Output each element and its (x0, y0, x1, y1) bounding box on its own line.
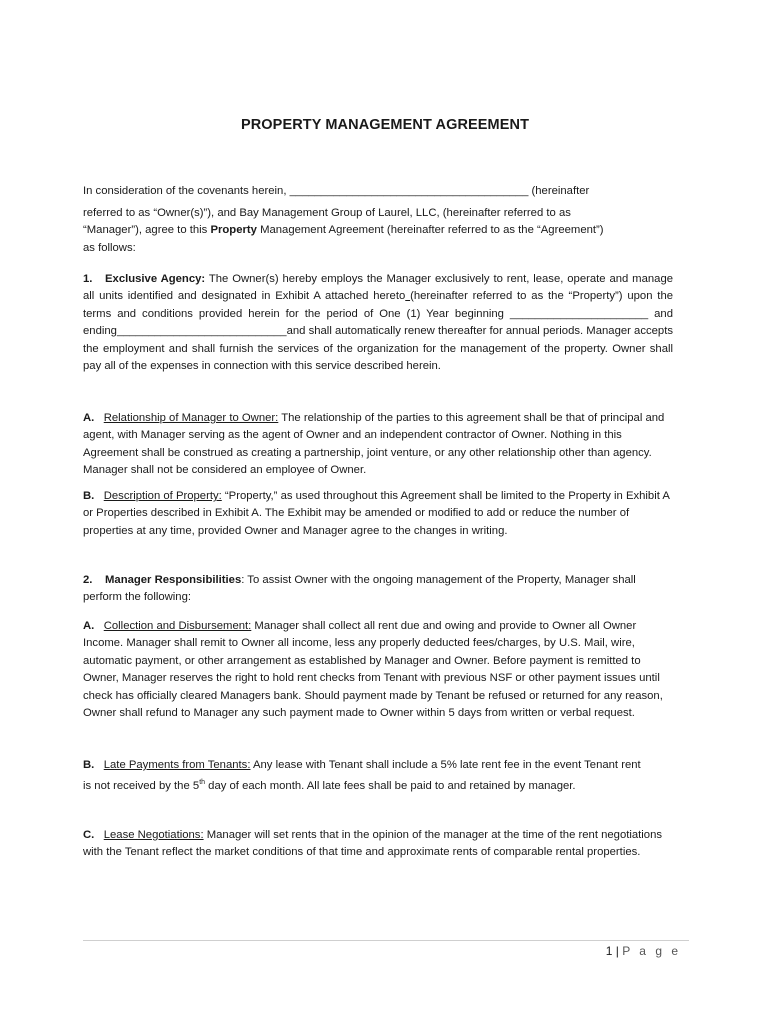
page-number: 1 (605, 944, 613, 958)
intro-rest-2: Management Agreement (hereinafter referred to as the “Agreement”) as follows: (83, 224, 604, 254)
section-heading: Exclusive Agency: (105, 273, 206, 285)
document-title: PROPERTY MANAGEMENT AGREEMENT (240, 117, 530, 133)
subsection-label: B. (83, 759, 95, 771)
section-text: and shall automatically renew thereafter for annual periods. Manager accepts the employment and shall furnish the services of the organization for the management of the property. Owner shall pay all of the expenses in connection with this service described herein. (83, 325, 673, 373)
subsection-text: Any lease with Tenant shall include a 5% late rent fee in the event Tenant rent is not received by the 5 (83, 759, 641, 793)
section-2c-lease-negotiations (83, 827, 673, 862)
subsection-label: B. (83, 490, 95, 502)
section-1a-relationship (83, 410, 675, 480)
section-number: 2. (83, 574, 93, 586)
section-2b-late-payments (83, 757, 643, 796)
end-date-blank: ___________________________ (116, 325, 287, 338)
section-text: : To assist Owner with the ongoing management of the Property, Manager shall perform the following: (83, 574, 636, 604)
intro-text: In consideration of the covenants herein, (83, 185, 290, 197)
subsection-text: “Property,” as used throughout this Agreement shall be limited to the Property in Exhibit A or Properties described in Exhibit A. The Exhibit may be amended or modified to add or reduce the number of properties at any time, provided Owner and Manager agree to the changes in writing. (83, 490, 670, 537)
start-date-blank: ______________________ (509, 307, 649, 320)
subsection-label: C. (83, 829, 95, 841)
section-text: and ending (83, 307, 673, 338)
subsection-label: A. (83, 412, 95, 424)
section-number: 1. (83, 273, 93, 285)
subsection-heading: Late Payments from Tenants: (103, 759, 251, 771)
subsection-label: A. (83, 620, 95, 632)
subsection-text: day of each month. All late fees shall be paid to and retained by manager. (205, 780, 576, 793)
section-2-manager-responsibilities (83, 572, 673, 607)
owner-name-blank: ______________________________________ (289, 185, 529, 197)
section-2a-collection (83, 618, 675, 722)
subsection-heading: Relationship of Manager to Owner: (103, 412, 279, 424)
page-footer (606, 944, 681, 958)
page-separator: | (612, 944, 623, 958)
subsection-text: Manager shall collect all rent due and owing and provide to Owner all Owner Income. Manager shall remit to Owner all income, less any properly deducted fees/charges, by U.S. Mail, wire, automatic payment, or other arrangement as established by Manager and Owner. Before payment is remitted to Owner, Manager reserves the right to hold rent checks from Tenant with previous NSF or other payment issues until check has officially cleared Managers bank. Should payment made by Tenant be refused or returned for any reason, Owner shall refund to Manager any such payment made to Owner within 5 days from written or verbal request. (83, 620, 663, 720)
section-heading: Manager Responsibilities (105, 574, 242, 586)
subsection-heading: Collection and Disbursement: (103, 620, 252, 632)
intro-rest-1: referred to as “Owner(s)”), and Bay Management Group of Laurel, LLC, (hereinafter referred to as “Manager”), agree to this (83, 207, 571, 237)
page-label: P a g e (622, 944, 681, 958)
footer-divider (83, 940, 689, 941)
intro-paragraph (83, 205, 608, 257)
superscript: th (199, 779, 206, 787)
intro-line (83, 183, 589, 200)
section-1-exclusive-agency (83, 271, 673, 375)
intro-tail: (hereinafter (528, 185, 590, 197)
section-text: (hereinafter referred to as the “Property”) upon the terms and conditions provided herein for the period of One (1) Year beginning (83, 290, 674, 320)
subsection-text: Manager will set rents that in the opinion of the manager at the time of the rent negotiations with the Tenant reflect the market conditions of that time and approximate rents of comparable rental properties. (83, 829, 663, 859)
subsection-text: The relationship of the parties to this agreement shall be that of principal and agent, with Manager serving as the agent of Owner and an independent contractor of Owner. Nothing in this Agreement shall be construed as creating a partnership, joint venture, or any other relationship other than agency. Manager shall not be considered an employee of Owner. (83, 412, 665, 477)
section-1b-description (83, 488, 675, 540)
subsection-heading: Lease Negotiations: (103, 829, 204, 841)
section-text: The Owner(s) hereby employs the Manager exclusively to rent, lease, operate and manage all units identified and designated in Exhibit A attached hereto (83, 273, 674, 303)
subsection-heading: Description of Property: (103, 490, 222, 502)
intro-bold: Property (210, 224, 257, 237)
